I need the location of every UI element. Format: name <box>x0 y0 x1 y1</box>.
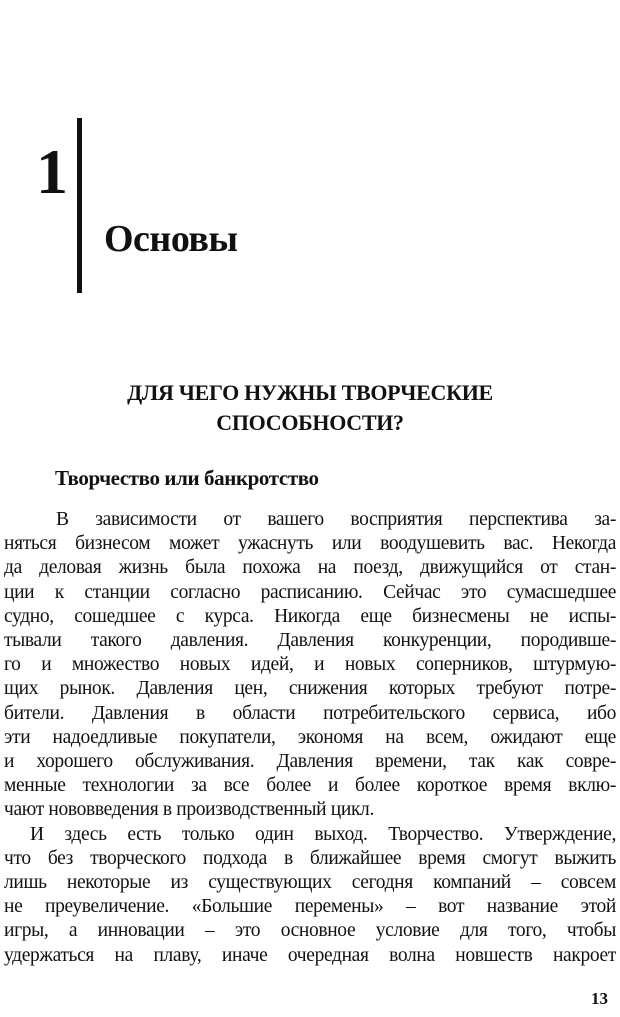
body-text <box>4 508 616 968</box>
text-line: го и множество новых идей, и новых соперников, штурмую- <box>4 654 616 676</box>
chapter-number: 1 <box>36 136 68 207</box>
text-line: тывали такого давления. Давления конкуренции, породивше- <box>4 630 616 652</box>
section-heading-line: ДЛЯ ЧЕГО НУЖНЫ ТВОРЧЕСКИЕ <box>127 380 493 405</box>
page-number: 13 <box>591 989 608 1008</box>
text-line: да деловая жизнь была похожа на поезд, движущийся от стан- <box>4 557 616 579</box>
section-heading <box>60 378 560 438</box>
subsection-heading: Творчество или банкротство <box>55 466 319 490</box>
text-line: чают нововведения в производственный цикл. <box>4 799 374 821</box>
paragraph <box>4 823 616 968</box>
text-line: эти надоедливые покупатели, экономя на всем, ожидают еще <box>4 726 616 748</box>
chapter-rule <box>77 118 82 293</box>
text-line: удержаться на плаву, иначе очередная волна новшеств накроет <box>4 944 616 966</box>
text-line: менные технологии за все более и более короткое время вклю- <box>4 775 616 797</box>
text-line: В зависимости от вашего восприятия перспектива за- <box>56 509 616 530</box>
section-heading-line: СПОСОБНОСТИ? <box>216 410 404 435</box>
text-line: ции к станции согласно расписанию. Сейчас это сумасшедшее <box>4 581 616 603</box>
text-line: щих рынок. Давления цен, снижения которых требуют потре- <box>4 678 616 700</box>
text-line: лишь некоторые из существующих сегодня компаний – совсем <box>4 872 616 894</box>
paragraph <box>4 508 616 823</box>
text-line: судно, сошедшее с курса. Никогда еще бизнесмены не испы- <box>4 605 616 627</box>
chapter-title: Основы <box>104 218 238 260</box>
text-line: бители. Давления в области потребительского сервиса, ибо <box>4 702 616 724</box>
text-line: и хорошего обслуживания. Давления времени, так как совре- <box>4 751 616 773</box>
text-line: не преувеличение. «Большие перемены» – вот название этой <box>4 896 616 918</box>
text-line: И здесь есть только один выход. Творчество. Утверждение, <box>30 823 616 845</box>
text-line: игры, а инновации – это основное условие для того, чтобы <box>4 920 616 942</box>
text-line: что без творческого подхода в ближайшее время смогут выжить <box>4 847 616 869</box>
text-line: няться бизнесом может ужаснуть или воодушевить вас. Некогда <box>4 533 616 555</box>
